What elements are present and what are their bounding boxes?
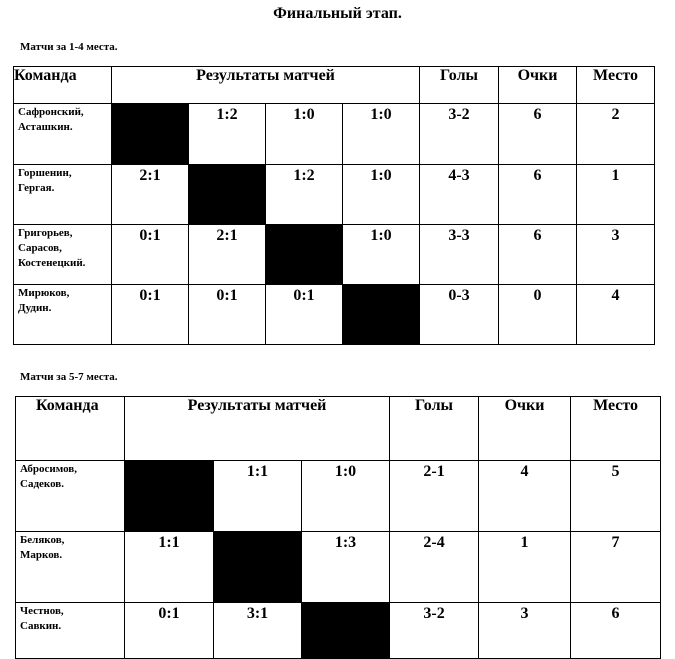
goals-cell: 0-3	[420, 285, 499, 345]
score-cell: 0:1	[112, 285, 189, 345]
header-goals: Голы	[390, 397, 479, 461]
points-cell: 3	[479, 603, 571, 659]
goals-cell: 2-1	[390, 461, 479, 532]
goals-cell: 3-2	[420, 104, 499, 165]
place-cell: 3	[577, 225, 655, 285]
header-goals: Голы	[420, 67, 499, 104]
score-cell: 1:2	[266, 165, 343, 225]
section-label-5-7: Матчи за 5-7 места.	[20, 371, 118, 383]
blank-cell	[125, 461, 214, 532]
score-cell: 1:0	[343, 104, 420, 165]
header-team: Команда	[16, 397, 125, 461]
score-cell: 2:1	[112, 165, 189, 225]
blank-cell	[189, 165, 266, 225]
score-cell: 1:0	[266, 104, 343, 165]
table-row	[14, 285, 655, 345]
page-title: Финальный этап.	[273, 5, 402, 22]
header-results: Результаты матчей	[125, 397, 390, 461]
header-row	[16, 397, 661, 461]
table-row	[16, 603, 661, 659]
team-name: Абросимов, Садеков.	[16, 461, 125, 532]
header-place: Место	[577, 67, 655, 104]
team-name: Григорьев, Сарасов, Костенецкий.	[14, 225, 112, 285]
header-results: Результаты матчей	[112, 67, 420, 104]
blank-cell	[343, 285, 420, 345]
score-cell: 0:1	[112, 225, 189, 285]
score-cell: 1:0	[343, 225, 420, 285]
blank-cell	[214, 532, 302, 603]
results-table-1-4	[13, 66, 655, 345]
score-cell: 2:1	[189, 225, 266, 285]
points-cell: 6	[499, 225, 577, 285]
score-cell: 0:1	[125, 603, 214, 659]
team-name: Мирюков, Дудин.	[14, 285, 112, 345]
table-row	[16, 461, 661, 532]
blank-cell	[266, 225, 343, 285]
header-team: Команда	[14, 67, 112, 104]
place-cell: 1	[577, 165, 655, 225]
team-name: Сафронский, Асташкин.	[14, 104, 112, 165]
place-cell: 5	[571, 461, 661, 532]
table-row	[14, 104, 655, 165]
section-label-1-4: Матчи за 1-4 места.	[20, 41, 118, 53]
table-row	[14, 225, 655, 285]
points-cell: 6	[499, 104, 577, 165]
header-points: Очки	[479, 397, 571, 461]
points-cell: 1	[479, 532, 571, 603]
blank-cell	[112, 104, 189, 165]
header-points: Очки	[499, 67, 577, 104]
points-cell: 0	[499, 285, 577, 345]
place-cell: 4	[577, 285, 655, 345]
points-cell: 4	[479, 461, 571, 532]
goals-cell: 3-2	[390, 603, 479, 659]
header-place: Место	[571, 397, 661, 461]
points-cell: 6	[499, 165, 577, 225]
goals-cell: 3-3	[420, 225, 499, 285]
score-cell: 1:0	[343, 165, 420, 225]
table-row	[16, 532, 661, 603]
team-name: Честнов, Савкин.	[16, 603, 125, 659]
place-cell: 2	[577, 104, 655, 165]
score-cell: 1:0	[302, 461, 390, 532]
team-name: Горшенин, Гергая.	[14, 165, 112, 225]
header-row	[14, 67, 655, 104]
results-table-5-7	[15, 396, 661, 659]
score-cell: 0:1	[266, 285, 343, 345]
score-cell: 1:1	[125, 532, 214, 603]
team-name: Беляков, Марков.	[16, 532, 125, 603]
goals-cell: 4-3	[420, 165, 499, 225]
score-cell: 1:3	[302, 532, 390, 603]
score-cell: 1:1	[214, 461, 302, 532]
score-cell: 3:1	[214, 603, 302, 659]
table-row	[14, 165, 655, 225]
score-cell: 0:1	[189, 285, 266, 345]
blank-cell	[302, 603, 390, 659]
goals-cell: 2-4	[390, 532, 479, 603]
score-cell: 1:2	[189, 104, 266, 165]
place-cell: 7	[571, 532, 661, 603]
place-cell: 6	[571, 603, 661, 659]
